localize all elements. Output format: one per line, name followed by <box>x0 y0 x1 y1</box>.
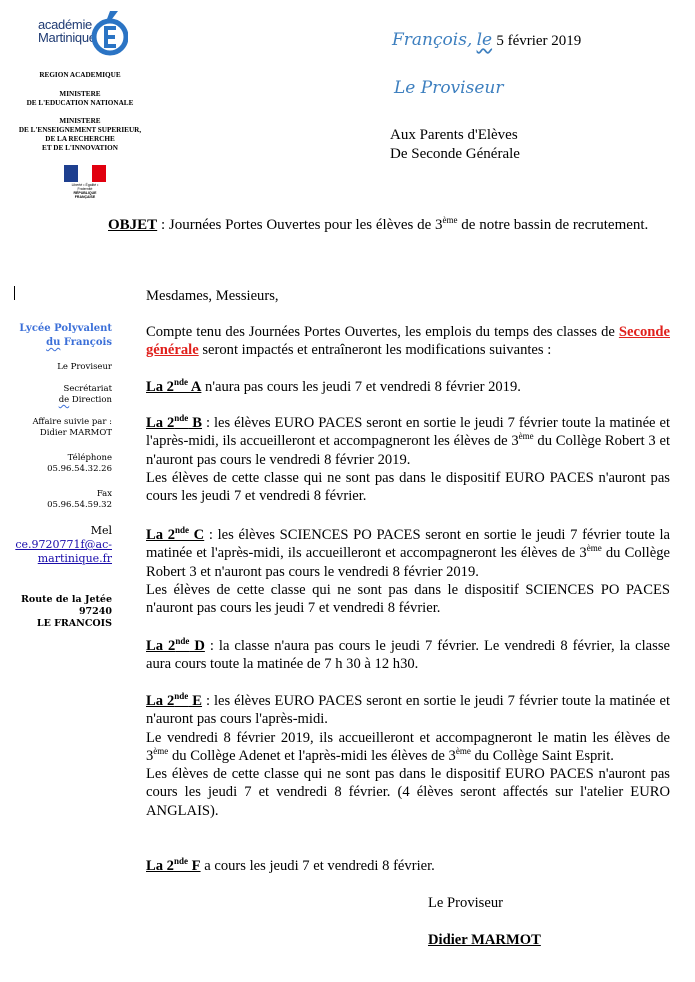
academie-logo-icon <box>88 8 128 58</box>
sidebar-mel: Mel ce.9720771f@ac- martinique.fr <box>15 524 112 565</box>
flag-white-icon <box>78 165 92 182</box>
school-name: Lycée Polyvalent du François <box>19 323 112 348</box>
sidebar-affaire: Affaire suivie par : Didier MARMOT <box>32 417 112 438</box>
paragraph-2nde-e: La 2nde E : les élèves EURO PACES seront en sortie le jeudi 7 février toute la matinée et n'auront pas cours l'après-midi. Le vendredi 8 février 2019, ils accueilleront et accompagneront le matin les élèves de 3ème du Collège Adenet et l'après-midi les élèves de 3ème du Collège Saint Esprit. Les élèves de cette classe qui ne sont pas dans le dispositif EURO PACES n'auront pas cours les jeudi 7 et vendredi 8 février. (4 élèves seront affectés sur l'atelier EURO ANGLAIS). <box>146 691 671 819</box>
signature-name: Didier MARMOT <box>428 932 541 948</box>
letter-subject: OBJET : Journées Portes Ouvertes pour les élèves de 3ème de notre bassin de recrutement. <box>108 215 649 233</box>
logo-wordmark: académie Martinique <box>38 17 96 45</box>
date-value: 5 février 2019 <box>496 33 582 49</box>
sidebar-telephone: Téléphone 05.96.54.32.26 <box>47 453 112 474</box>
paragraph-2nde-b: La 2nde B : les élèves EURO PACES seront en sortie le jeudi 7 février toute la matinée et l'après-midi, ils accueilleront et accompagneront les élèves de 3ème du Collège Robert 3 et n'auront pas cours le vendredi 8 février 2019. Les élèves de cette classe qui ne sont pas dans le dispositif EURO PACES n'auront pas cours les jeudi 7 et vendredi 8 février. <box>146 413 671 505</box>
addressee: Aux Parents d'Elèves De Seconde Générale <box>390 127 520 162</box>
sidebar-proviseur: Le Proviseur <box>57 362 112 372</box>
region-academique: REGION ACADEMIQUE <box>39 71 121 79</box>
sidebar-fax: Fax 05.96.54.59.32 <box>47 489 112 510</box>
sidebar-address: Route de la Jetée 97240 LE FRANCOIS <box>21 594 112 629</box>
ministere-education: MINISTERE DE L'EDUCATION NATIONALE <box>26 90 134 107</box>
email-link[interactable]: ce.9720771f@ac- martinique.fr <box>15 538 112 565</box>
paragraph-2nde-f: La 2nde F a cours les jeudi 7 et vendredi 8 février. <box>146 856 435 874</box>
paragraph-2nde-d: La 2nde D : la classe n'aura pas cours le jeudi 7 février. Le vendredi 8 février, la classe aura cours toute la matinée de 7 h 30 à 12 h30. <box>146 636 670 673</box>
republique-francaise-logo: Liberté • Égalité • Fraternité RÉPUBLIQUE FRANÇAISE <box>64 165 106 193</box>
highlight-seconde-generale: Seconde générale <box>146 324 670 359</box>
sender-title: Le Proviseur <box>394 78 504 98</box>
flag-blue-icon <box>64 165 78 182</box>
flag-red-icon <box>92 165 106 182</box>
sidebar-secretariat: Secrétariat de Direction <box>58 384 112 405</box>
text-cursor <box>14 286 15 300</box>
ministere-enseignement-superieur: MINISTERE DE L'ENSEIGNEMENT SUPERIEUR, DE LA RECHERCHE ET DE L'INNOVATION <box>18 117 142 152</box>
academie-logo <box>38 8 128 68</box>
intro-paragraph: Compte tenu des Journées Portes Ouvertes, les emplois du temps des classes de Seconde générale seront impactés et entraîneront les modifications suivantes : <box>146 324 670 359</box>
signature-title: Le Proviseur <box>428 895 503 911</box>
date-line: François, le 5 février 2019 <box>392 30 582 50</box>
paragraph-2nde-c: La 2nde C : les élèves SCIENCES PO PACES seront en sortie le jeudi 7 février toute la matinée et l'après-midi, ils accueilleront et accompagneront les élèves de 3ème du Collège Robert 3 et n'auront pas cours le vendredi 8 février 2019. Les élèves de cette classe qui ne sont pas dans le dispositif SCIENCES PO PACES n'auront pas cours les jeudi 7 et vendredi 8 février. <box>146 525 670 617</box>
paragraph-2nde-a: La 2nde A n'aura pas cours les jeudi 7 et vendredi 8 février 2019. <box>146 377 521 395</box>
greeting: Mesdames, Messieurs, <box>146 288 279 304</box>
